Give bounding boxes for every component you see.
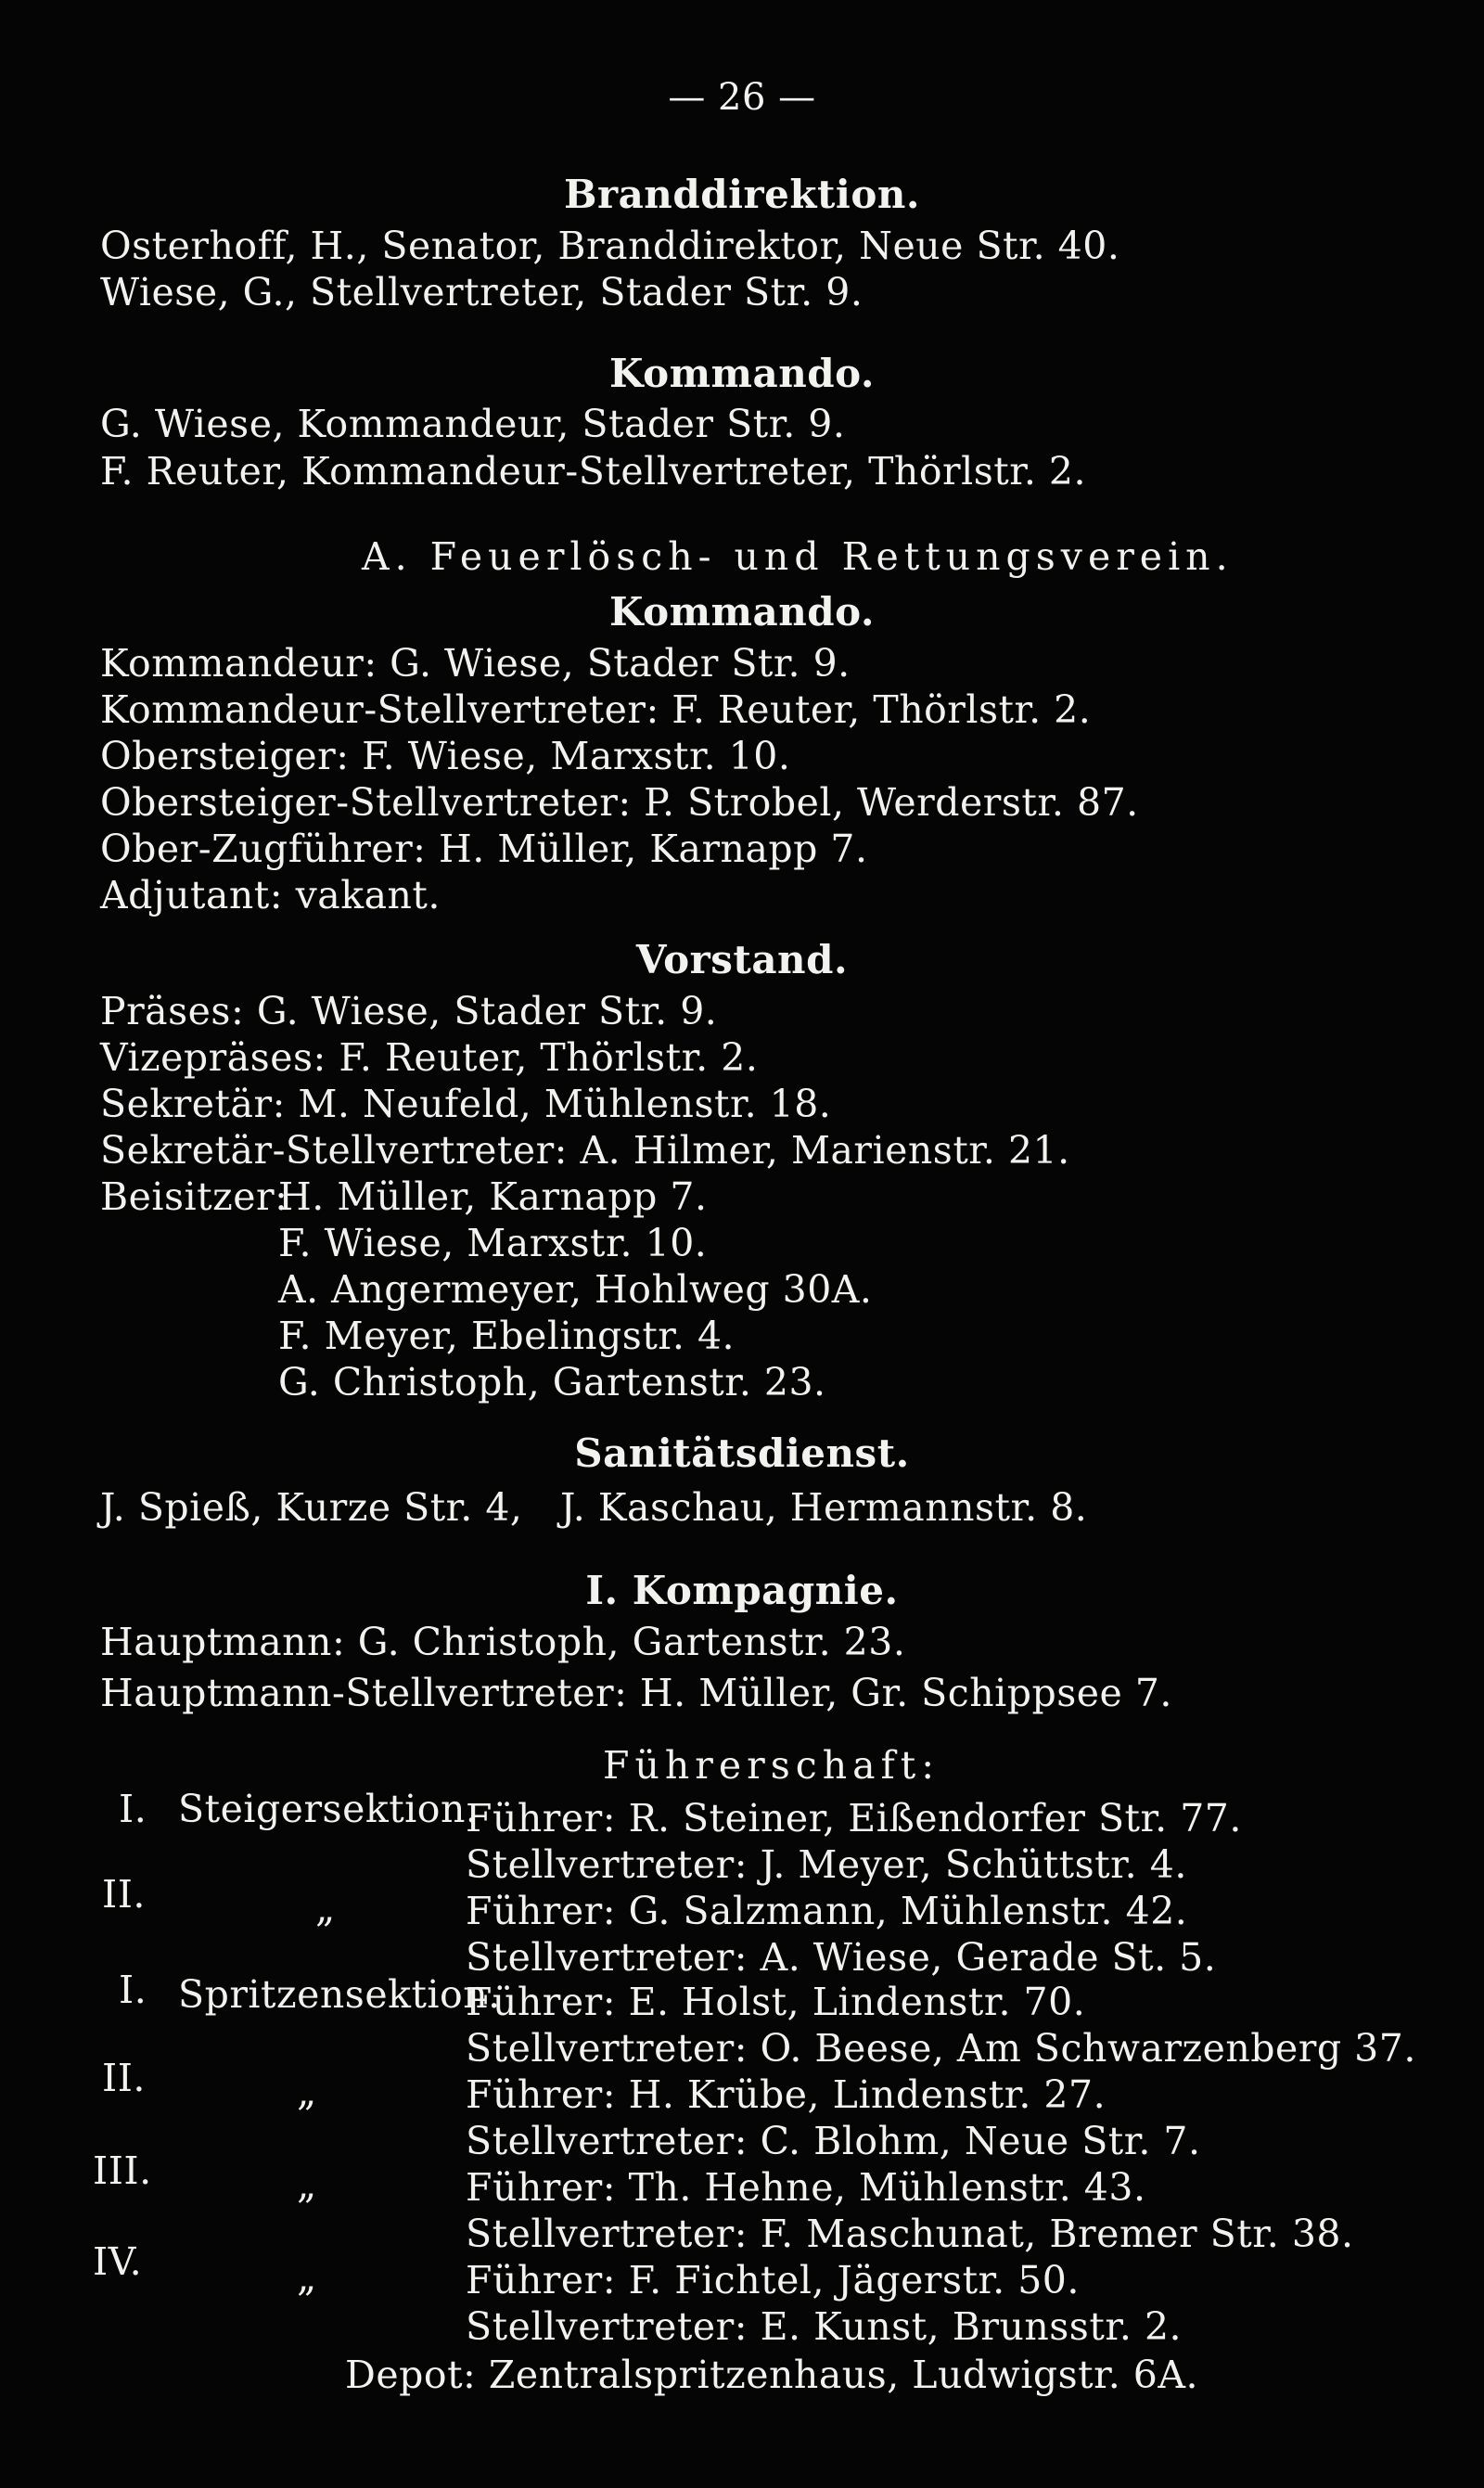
heading-vorstand: Vorstand. — [635, 937, 849, 982]
text-line: G. Wiese, Kommandeur, Stader Str. 9. — [100, 402, 846, 446]
fuehrer-line: Führer: G. Salzmann, Mühlenstr. 42. — [466, 1889, 1188, 1933]
unit-name: Spritzensektion. — [178, 1972, 501, 2017]
text-line: Adjutant: vakant. — [100, 873, 441, 917]
stellvertreter-line: Stellvertreter: F. Maschunat, Bremer Str. 38. — [466, 2212, 1354, 2256]
text-line: Vizepräses: F. Reuter, Thörlstr. 2. — [100, 1035, 759, 1080]
text-line: Hauptmann-Stellvertreter: H. Müller, Gr. Schippsee 7. — [100, 1671, 1172, 1715]
heading-kommando-verein: Kommando. — [609, 589, 875, 635]
unit-name: Steigersektion. — [178, 1787, 479, 1831]
stellvertreter-line: Stellvertreter: A. Wiese, Gerade St. 5. — [466, 1935, 1217, 1980]
stellvertreter-line: Stellvertreter: J. Meyer, Schüttstr. 4. — [466, 1842, 1187, 1887]
heading-branddirektion: Branddirektion. — [563, 172, 921, 217]
unit-number: I. — [119, 1787, 147, 1831]
unit-name: „ — [297, 2162, 317, 2207]
stellvertreter-line: Stellvertreter: E. Kunst, Brunsstr. 2. — [466, 2304, 1183, 2349]
stellvertreter-line: Stellvertreter: O. Beese, Am Schwarzenberg 37. — [466, 2026, 1416, 2071]
unit-name: „ — [297, 2255, 317, 2300]
fuehrer-line: Führer: F. Fichtel, Jägerstr. 50. — [466, 2258, 1080, 2302]
page-number: — 26 — — [668, 76, 816, 119]
fuehrer-line: Führer: H. Krübe, Lindenstr. 27. — [466, 2072, 1107, 2117]
text-line: Hauptmann: G. Christoph, Gartenstr. 23. — [100, 1620, 906, 1664]
text-line: F. Reuter, Kommandeur-Stellvertreter, Thörlstr. 2. — [100, 449, 1087, 494]
fuehrer-line: Führer: Th. Hehne, Mühlenstr. 43. — [466, 2165, 1146, 2210]
stellvertreter-line: Stellvertreter: C. Blohm, Neue Str. 7. — [466, 2119, 1201, 2163]
unit-name: „ — [315, 1886, 336, 1930]
text-line: Kommandeur: G. Wiese, Stader Str. 9. — [100, 641, 851, 686]
text-line: J. Spieß, Kurze Str. 4, J. Kaschau, Hermannstr. 8. — [100, 1485, 1088, 1530]
beisitzer-label: Beisitzer: — [100, 1174, 288, 1219]
unit-name: „ — [297, 2070, 317, 2114]
text-line: Ober-Zugführer: H. Müller, Karnapp 7. — [100, 827, 868, 871]
text-line: G. Christoph, Gartenstr. 23. — [278, 1360, 826, 1404]
fuehrer-line: Führer: R. Steiner, Eißendorfer Str. 77. — [466, 1796, 1242, 1840]
heading-kommando: Kommando. — [609, 351, 875, 396]
heading-fuehrerschaft: Führerschaft: — [603, 1743, 940, 1788]
unit-number: II. — [102, 2056, 146, 2100]
unit-number: I. — [119, 1968, 147, 2012]
text-line: A. Angermeyer, Hohlweg 30A. — [278, 1267, 873, 1312]
text-line: Obersteiger: F. Wiese, Marxstr. 10. — [100, 734, 791, 778]
unit-number: IV. — [93, 2239, 143, 2284]
depot-line: Depot: Zentralspritzenhaus, Ludwigstr. 6A. — [345, 2353, 1199, 2397]
text-line: Sekretär-Stellvertreter: A. Hilmer, Marienstr. 21. — [100, 1128, 1070, 1173]
text-line: F. Meyer, Ebelingstr. 4. — [278, 1314, 736, 1358]
text-line: Wiese, G., Stellvertreter, Stader Str. 9. — [100, 270, 864, 314]
text-line: Osterhoff, H., Senator, Branddirektor, Neue Str. 40. — [100, 224, 1120, 268]
text-line: F. Wiese, Marxstr. 10. — [278, 1221, 708, 1265]
text-line: H. Müller, Karnapp 7. — [278, 1174, 708, 1219]
text-line: Präses: G. Wiese, Stader Str. 9. — [100, 989, 718, 1033]
heading-kompagnie: I. Kompagnie. — [585, 1568, 899, 1613]
heading-sanitaetsdienst: Sanitätsdienst. — [574, 1430, 910, 1476]
fuehrer-line: Führer: E. Holst, Lindenstr. 70. — [466, 1980, 1086, 2024]
text-line: Sekretär: M. Neufeld, Mühlenstr. 18. — [100, 1082, 832, 1126]
text-line: Obersteiger-Stellvertreter: P. Strobel, Werderstr. 87. — [100, 780, 1139, 825]
unit-number: II. — [102, 1872, 146, 1917]
unit-number: III. — [93, 2148, 152, 2193]
heading-verein: A. Feuerlösch- und Rettungsverein. — [362, 534, 1234, 579]
text-line: Kommandeur-Stellvertreter: F. Reuter, Thörlstr. 2. — [100, 687, 1092, 732]
